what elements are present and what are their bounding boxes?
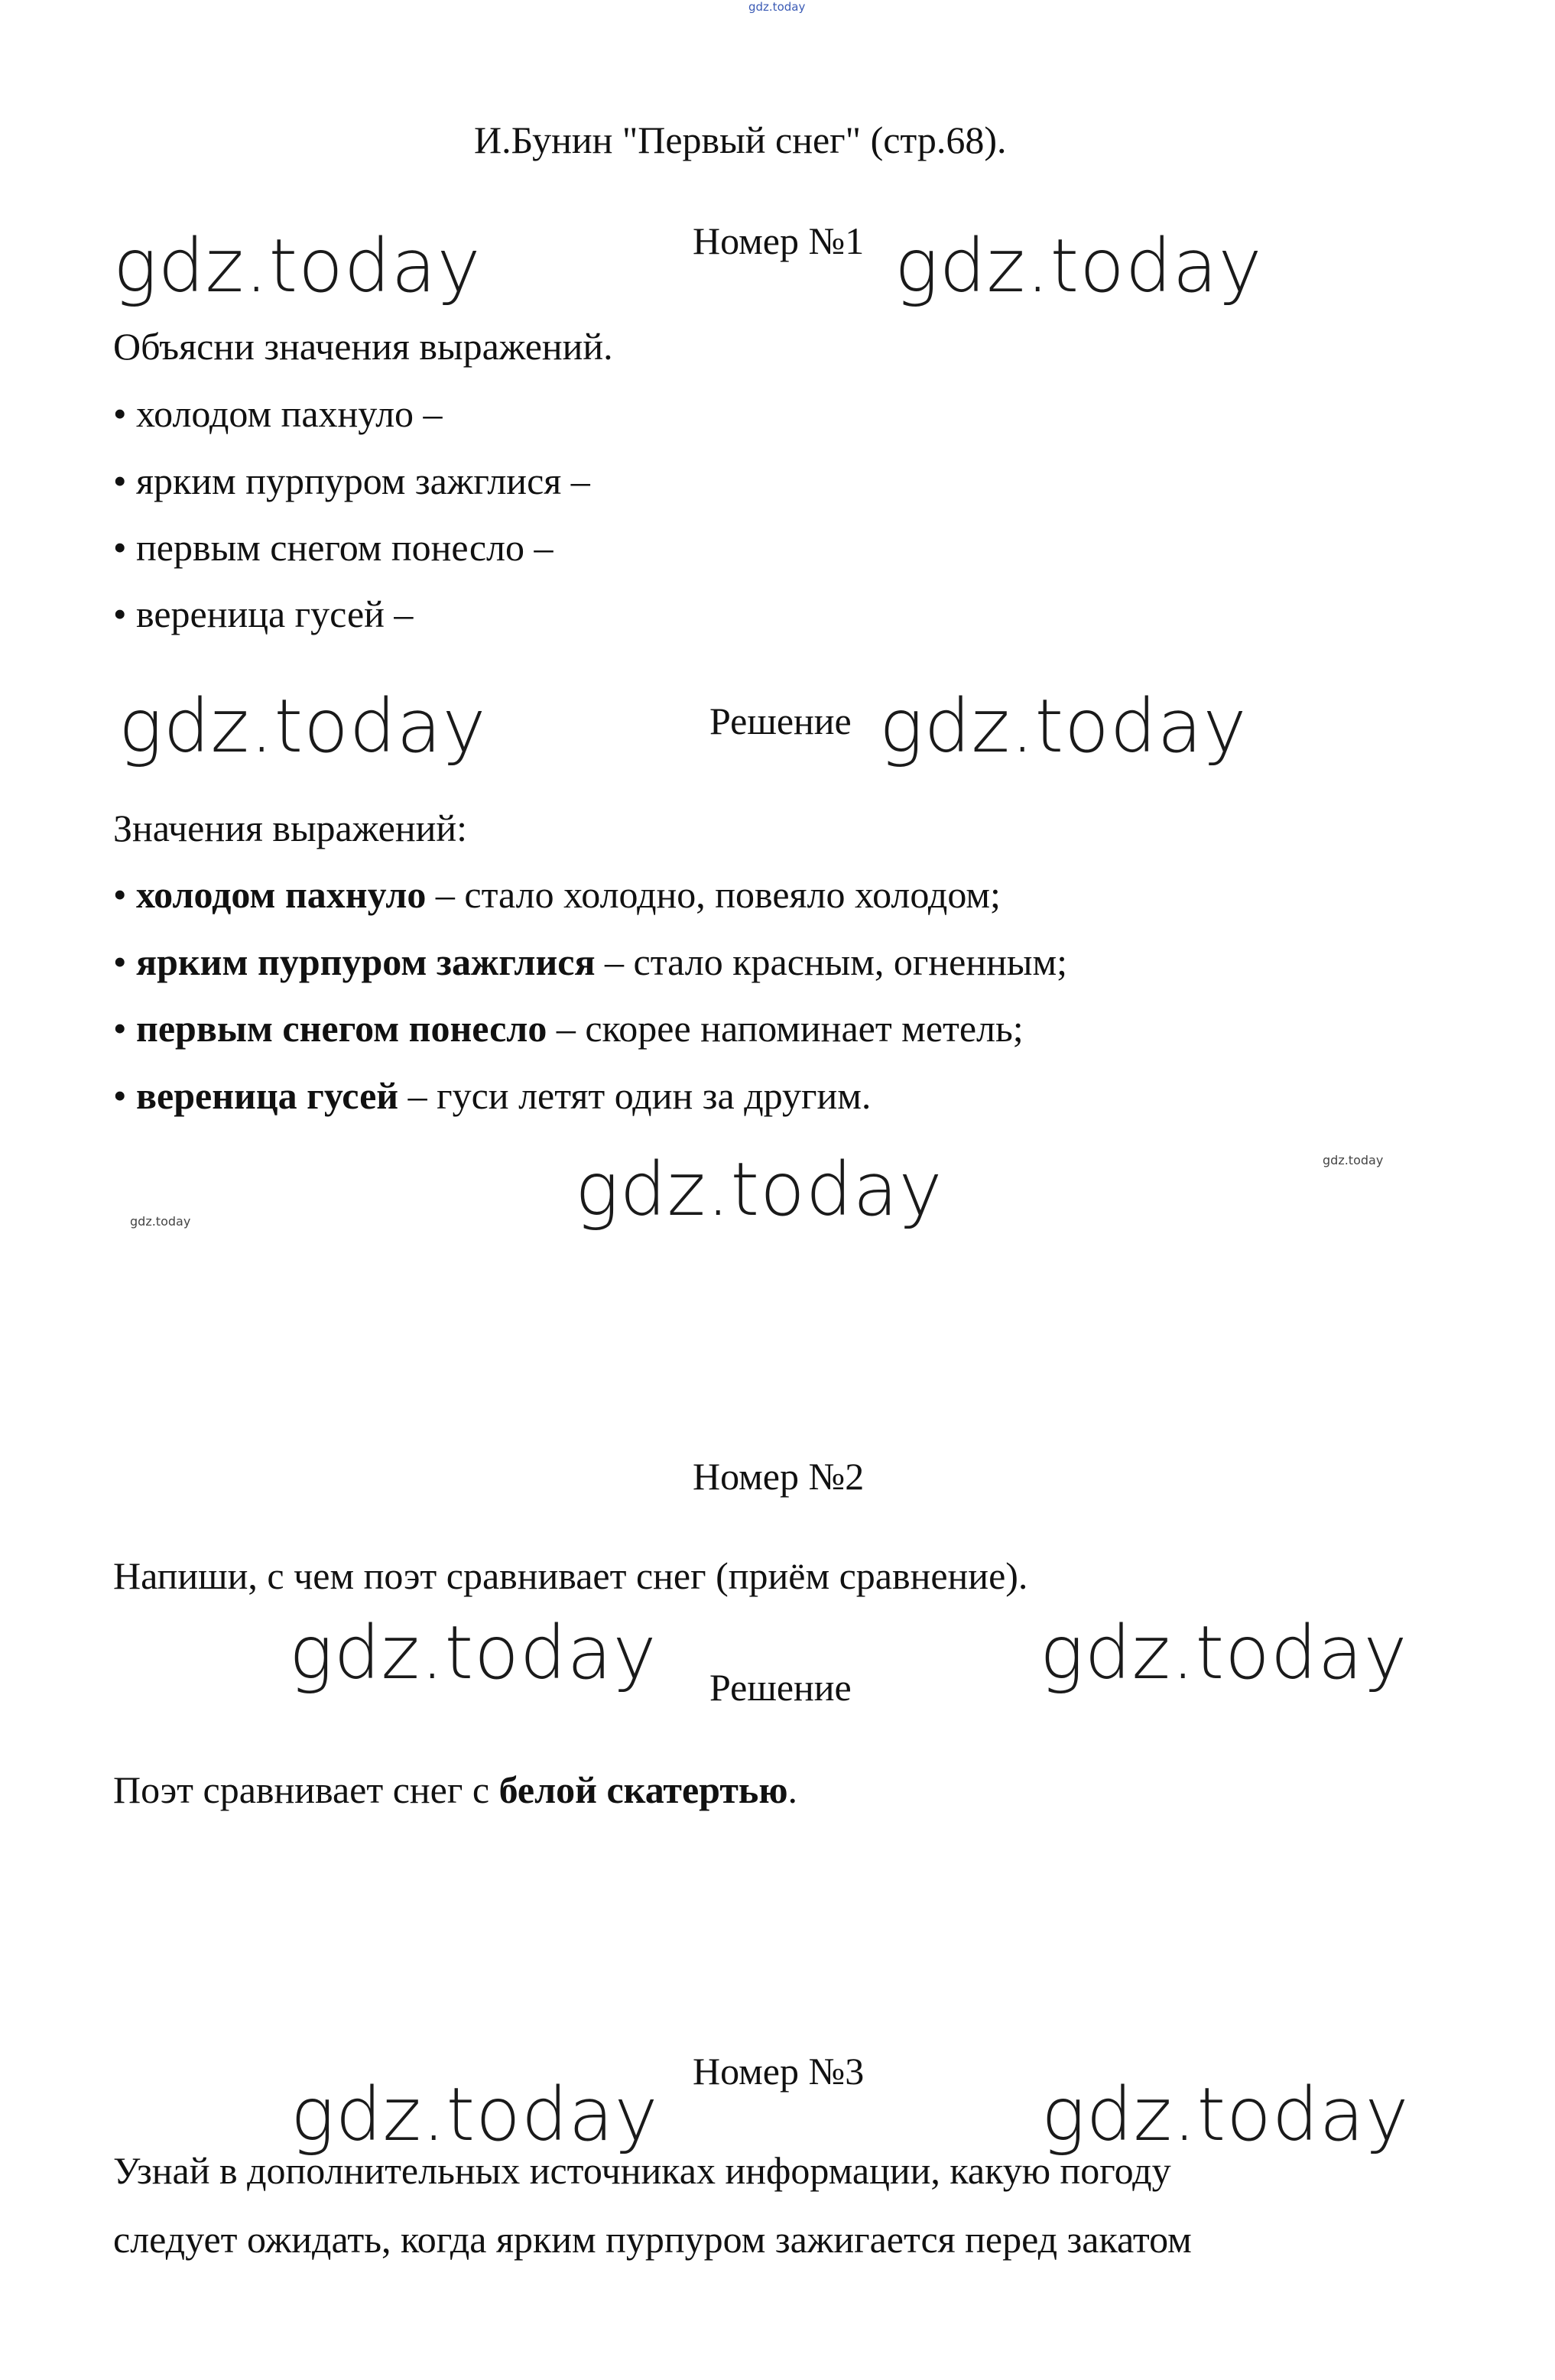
task1-item: • холодом пахнуло – xyxy=(113,392,443,435)
answer-text: – гуси летят один за другим. xyxy=(398,1074,872,1117)
answer-term: вереница гусей xyxy=(136,1074,399,1117)
answer-text: . xyxy=(787,1768,798,1811)
task3-number: Номер №3 xyxy=(693,2050,865,2093)
watermark: gdz.today xyxy=(1041,2072,1410,2158)
bullet: • xyxy=(113,1007,137,1050)
task1-answer-intro: Значения выражений: xyxy=(113,807,467,849)
watermark: gdz.today xyxy=(879,683,1248,769)
task1-answer xyxy=(113,1076,871,1115)
task1-answer xyxy=(113,875,1001,914)
top-watermark: gdz.today xyxy=(748,0,806,14)
answer-text: – стало холодно, повеяло холодом; xyxy=(426,873,1001,916)
task2-question: Напиши, с чем поэт сравнивает снег (приём сравнение). xyxy=(113,1554,1028,1597)
watermark: gdz.today xyxy=(118,683,487,769)
watermark-small: gdz.today xyxy=(1323,1153,1384,1167)
watermark: gdz.today xyxy=(575,1147,943,1232)
bullet: • xyxy=(113,940,137,983)
task2-number: Номер №2 xyxy=(693,1455,865,1498)
bullet: • xyxy=(113,873,137,916)
task1-answer xyxy=(113,1007,1024,1050)
task3-question-line: Узнай в дополнительных источниках информации, какую погоду xyxy=(113,2149,1171,2192)
task1-number: Номер №1 xyxy=(693,219,865,262)
task1-solution-label: Решение xyxy=(709,700,852,742)
watermark: gdz.today xyxy=(113,223,482,309)
task1-item: • ярким пурпуром зажглися – xyxy=(113,459,590,502)
answer-text: – скорее напоминает метель; xyxy=(547,1007,1024,1050)
task3-question-line: следует ожидать, когда ярким пурпуром зажигается перед закатом xyxy=(113,2218,1192,2261)
task1-question: Объясни значения выражений. xyxy=(113,325,613,368)
task2-solution-label: Решение xyxy=(709,1666,852,1709)
watermark: gdz.today xyxy=(894,223,1263,309)
page-title: И.Бунин "Первый снег" (стр.68). xyxy=(474,119,1007,161)
task2-answer xyxy=(113,1768,798,1811)
answer-text: Поэт сравнивает снег с xyxy=(113,1768,499,1811)
task1-item: • первым снегом понесло – xyxy=(113,526,554,569)
task1-answer xyxy=(113,940,1068,983)
watermark: gdz.today xyxy=(291,2072,659,2158)
answer-term: холодом пахнуло xyxy=(136,873,427,916)
answer-term: белой скатертью xyxy=(498,1768,788,1811)
bullet: • xyxy=(113,1074,137,1117)
answer-term: первым снегом понесло xyxy=(136,1007,547,1050)
watermark: gdz.today xyxy=(289,1610,657,1696)
watermark: gdz.today xyxy=(1040,1610,1408,1696)
task1-item: • вереница гусей – xyxy=(113,593,414,635)
watermark-small: gdz.today xyxy=(130,1214,191,1229)
answer-term: ярким пурпуром зажглися xyxy=(136,940,596,983)
answer-text: – стало красным, огненным; xyxy=(595,940,1068,983)
